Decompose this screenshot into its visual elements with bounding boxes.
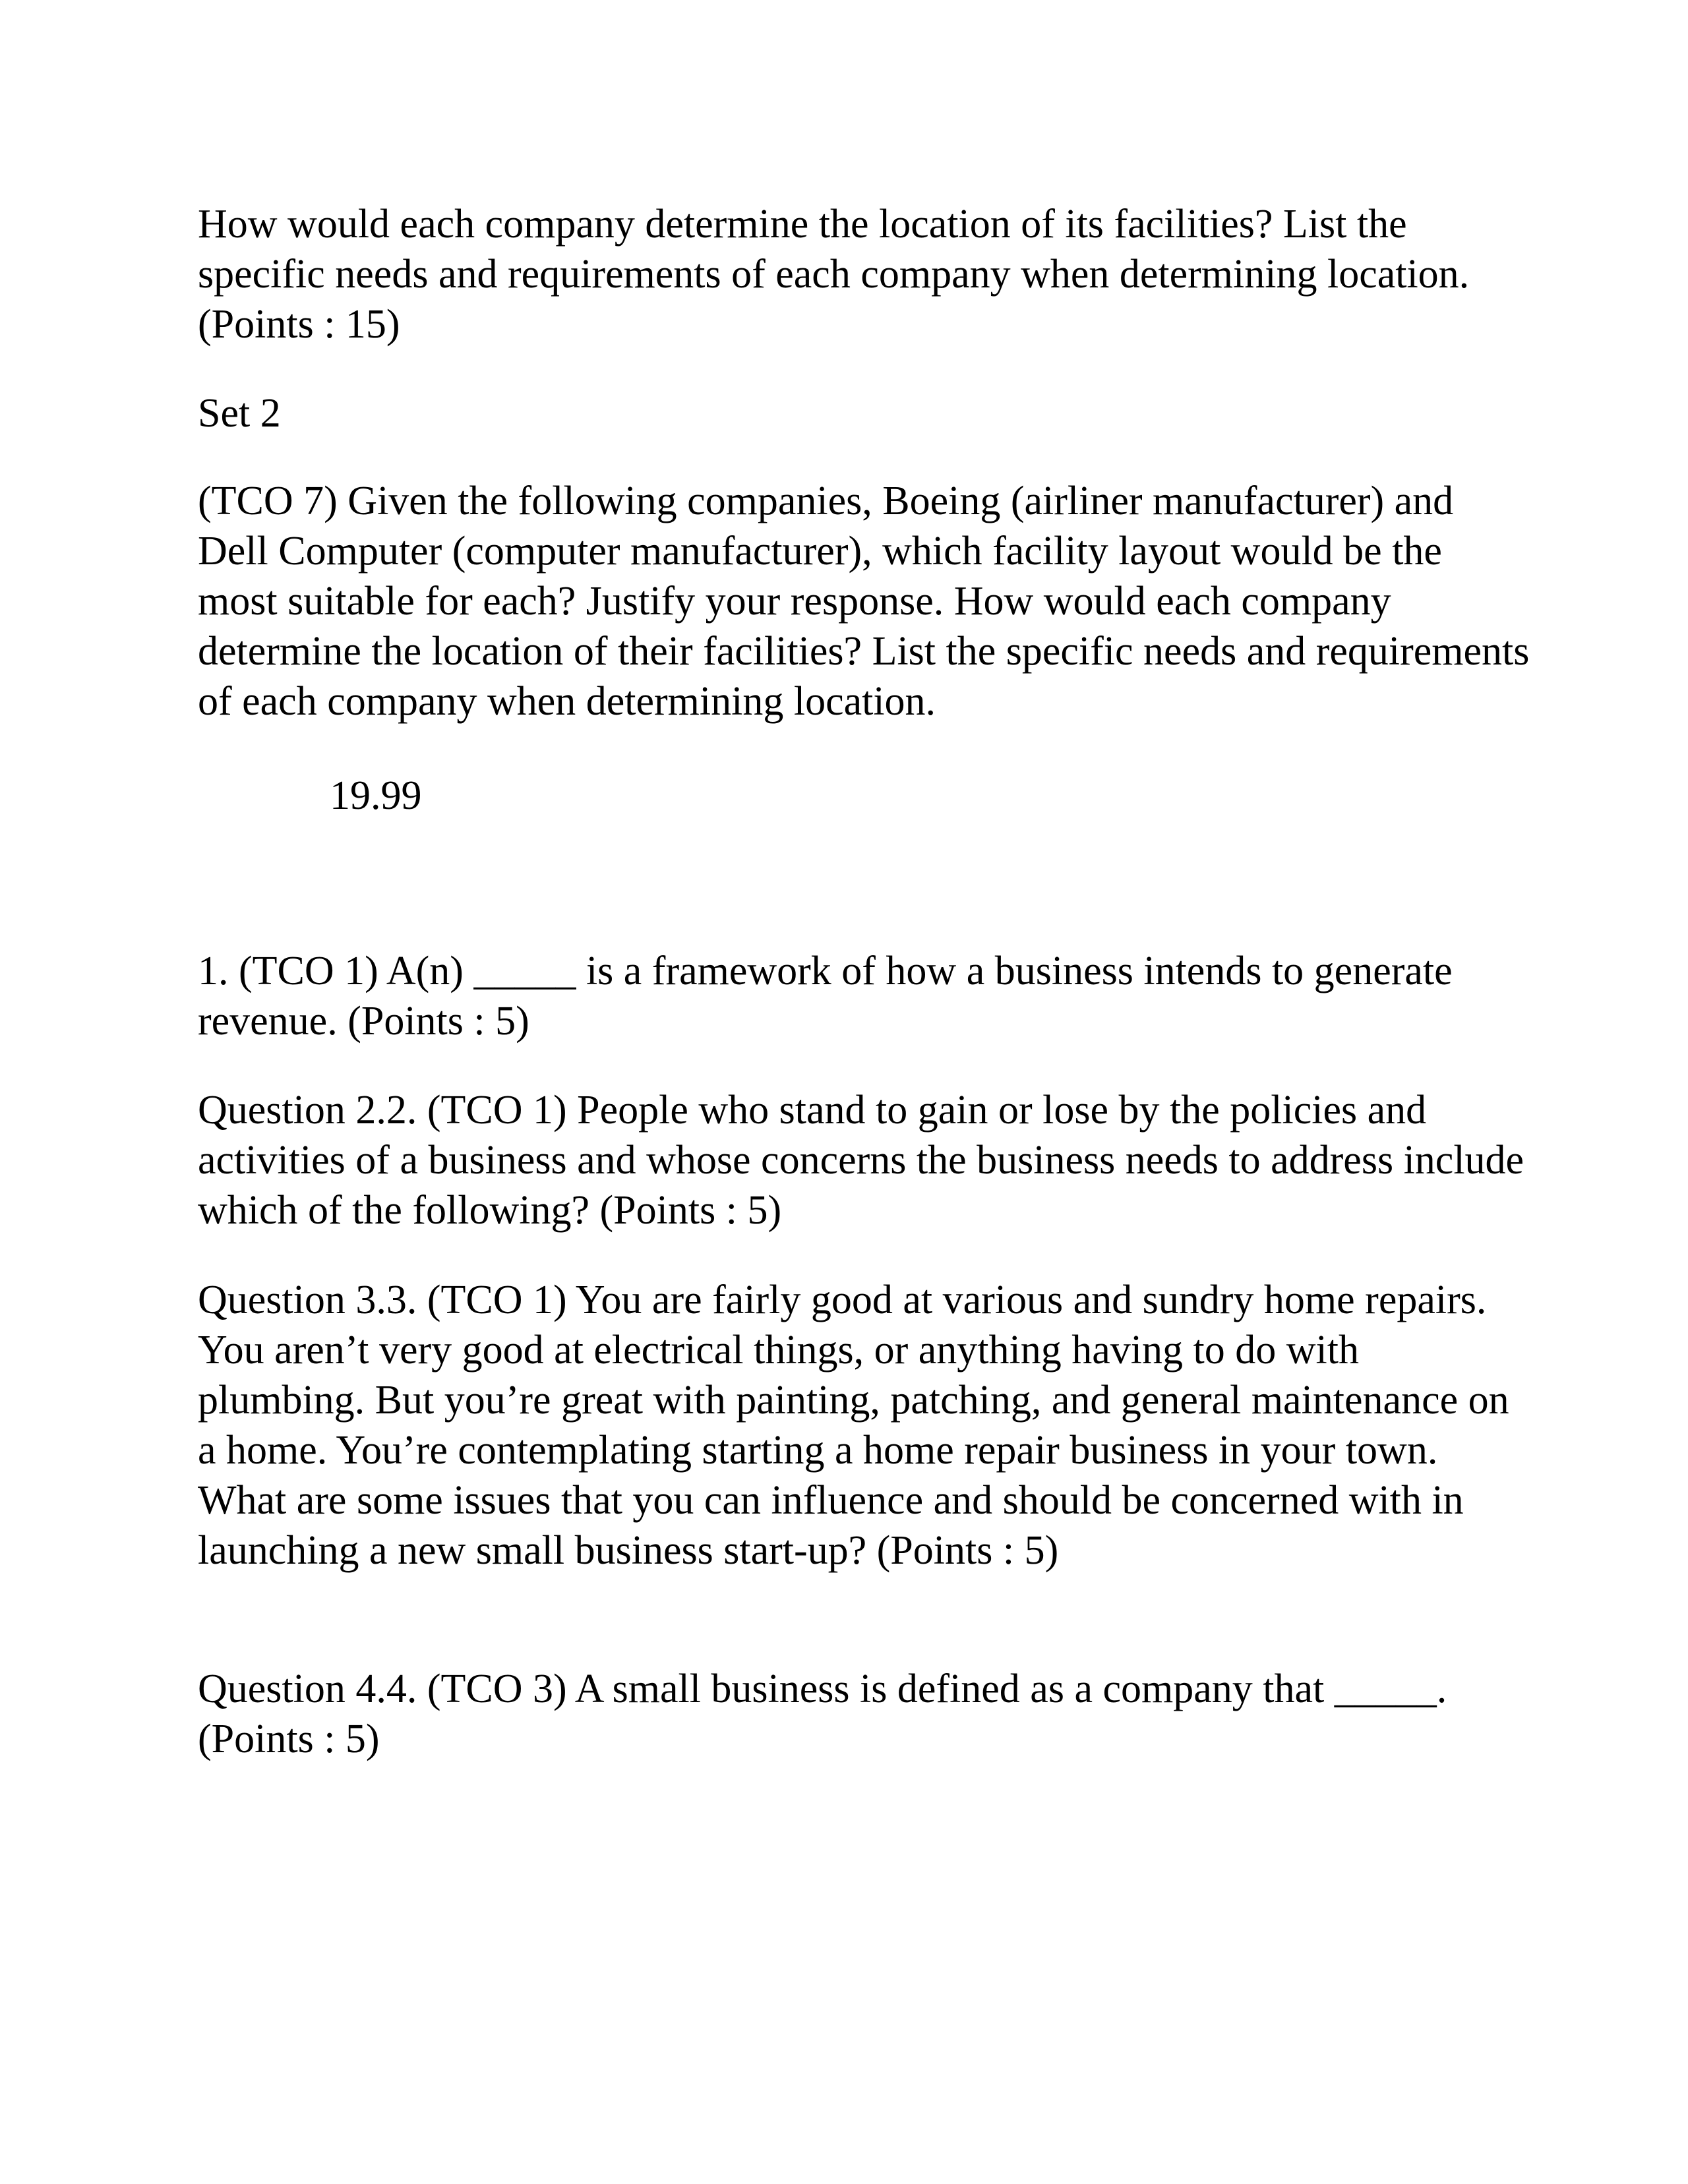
paragraph-tco7-question: (TCO 7) Given the following companies, Boeing (airliner manufacturer) and Dell Computer (computer manufacturer), which facility layout would be the most suitable for each? Justify your response. How would each company determine the location of their facilities? List the specific needs and requirements of each company when determining location.	[198, 479, 1530, 724]
paragraph-question-2: Question 2.2. (TCO 1) People who stand to gain or lose by the policies and activities of a business and whose concerns the business needs to address include which of the following? (Points : 5)	[198, 1088, 1524, 1233]
paragraph-question-4: Question 4.4. (TCO 3) A small business is defined as a company that _____. (Points : 5)	[198, 1667, 1447, 1761]
paragraph-question-1: 1. (TCO 1) A(n) _____ is a framework of how a business intends to generate revenue. (Points : 5)	[198, 949, 1453, 1044]
paragraph-question-3: Question 3.3. (TCO 1) You are fairly good at various and sundry home repairs. You aren’t very good at electrical things, or anything having to do with plumbing. But you’re great with painting, patching, and general maintenance on a home. You’re contemplating starting a home repair business in your town. What are some issues that you can influence and should be concerned with in launching a new small business start-up? (Points : 5)	[198, 1278, 1509, 1573]
price-text: 19.99	[330, 773, 422, 818]
paragraph-set-heading: Set 2	[198, 391, 281, 436]
paragraph-location-question: How would each company determine the location of its facilities? List the specific needs and requirements of each company when determining location. (Points : 15)	[198, 202, 1470, 347]
